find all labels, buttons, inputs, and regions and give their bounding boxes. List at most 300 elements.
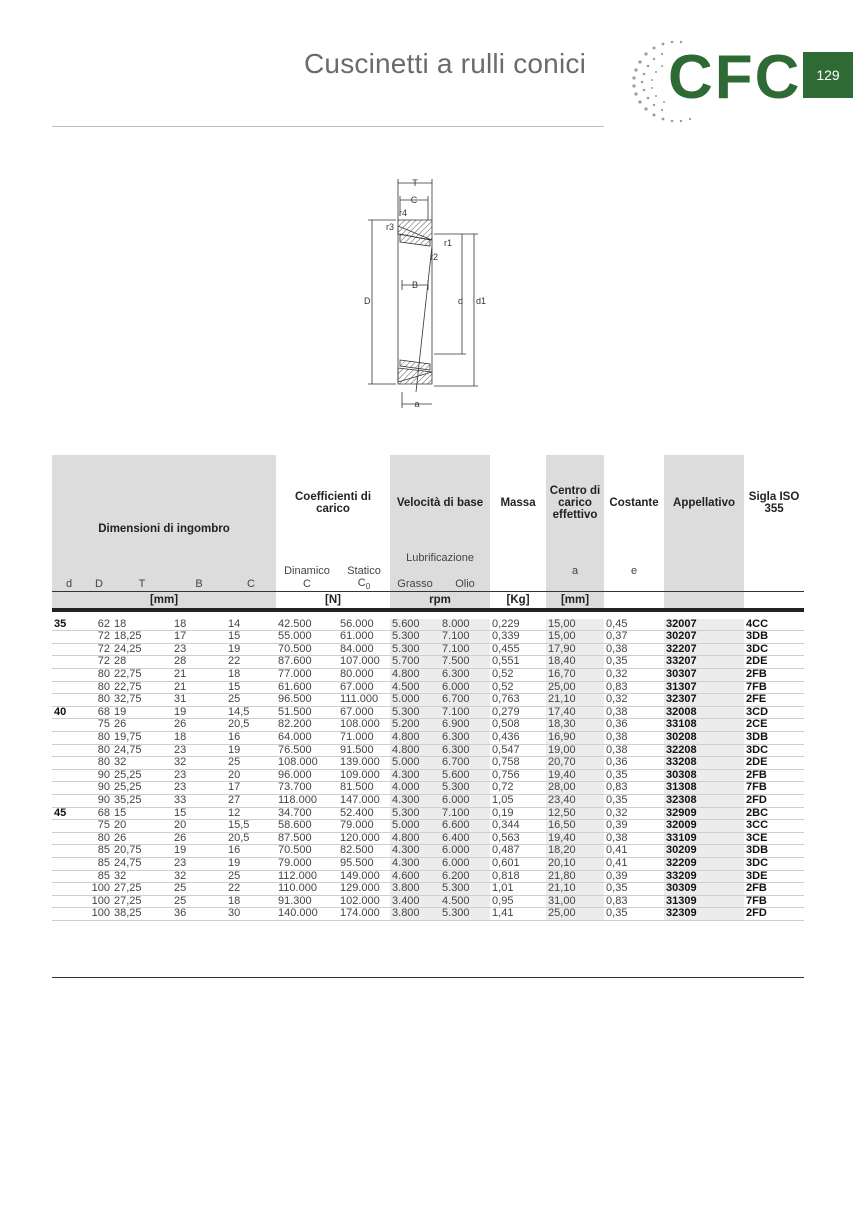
sub-dinamico: Dinamico	[276, 565, 338, 577]
table-cell: 118.000	[276, 795, 338, 808]
table-cell: 6.600	[440, 820, 490, 833]
table-cell: 26	[174, 832, 187, 844]
table-cell: 17,40	[546, 706, 604, 719]
table-cell: 1,05	[490, 795, 546, 808]
table-cell: 80.000	[338, 669, 390, 682]
table-cell: 17	[174, 630, 187, 643]
table-cell: 23	[174, 781, 187, 794]
table-cell: 22	[228, 882, 241, 895]
table-cell: 2FB	[746, 769, 767, 781]
dim-label-r1: r1	[444, 238, 453, 248]
table-cell: 27,25	[114, 895, 142, 907]
table-cell: 7.100	[440, 706, 490, 719]
table-cell: 0,32	[604, 669, 664, 682]
table-cell: 76.500	[276, 744, 338, 757]
table-cell: 82.500	[338, 845, 390, 858]
table-cell: 0,41	[604, 845, 664, 858]
table-cell: 20	[174, 819, 187, 832]
table-cell: 90	[97, 781, 110, 794]
table-row	[52, 782, 804, 795]
table-cell: 61.000	[338, 631, 390, 644]
table-cell: 19,40	[546, 769, 604, 782]
table-cell: 0,547	[490, 744, 546, 757]
table-cell: 0,83	[604, 681, 664, 694]
table-cell: 5.600	[440, 769, 490, 782]
table-cell: 4.300	[390, 845, 440, 858]
table-cell	[52, 845, 86, 858]
table-cell: 16,90	[546, 732, 604, 745]
table-cell: 5.700	[390, 656, 440, 669]
table-cell: 32008	[664, 706, 744, 719]
table-cell: 17	[228, 781, 241, 794]
table-cell: 19	[228, 643, 241, 655]
cfc-logo	[618, 32, 804, 132]
table-cell: 0,35	[604, 795, 664, 808]
table-cell: 2BC	[746, 807, 769, 819]
page-title: Cuscinetti a rulli conici	[304, 48, 586, 79]
table-cell: 18,40	[546, 656, 604, 669]
table-cell: 19	[174, 706, 187, 718]
table-cell: 32209	[664, 857, 744, 870]
table-cell: 85	[97, 857, 110, 869]
table-cell: 4.800	[390, 669, 440, 682]
table-cell: 25,25	[114, 769, 142, 781]
table-cell: 3CE	[746, 832, 768, 844]
table-cell: 3CD	[746, 706, 769, 718]
table-cell: 18	[174, 618, 187, 630]
table-cell: 32	[114, 756, 127, 769]
table-cell: 51.500	[276, 706, 338, 719]
table-cell: 2DE	[746, 655, 768, 668]
table-cell: 112.000	[276, 870, 338, 883]
table-cell: 14,5	[228, 706, 250, 718]
table-cell: 0,38	[604, 643, 664, 656]
table-cell: 0,601	[490, 857, 546, 870]
table-cell: 102.000	[338, 895, 390, 908]
table-cell: 0,95	[490, 895, 546, 908]
dim-label-r3: r3	[386, 222, 395, 232]
table-cell: 75	[97, 819, 110, 832]
table-cell: 72	[97, 643, 110, 655]
table-cell: 64.000	[276, 732, 338, 745]
table-cell: 61.600	[276, 681, 338, 694]
table-cell: 0,758	[490, 757, 546, 770]
table-row	[52, 656, 804, 669]
table-cell: 91.300	[276, 895, 338, 908]
table-cell: 6.000	[440, 845, 490, 858]
table-cell: 87.500	[276, 832, 338, 845]
table-cell: 25,00	[546, 908, 604, 921]
table-cell: 35,25	[114, 794, 142, 806]
table-cell: 27,25	[114, 882, 142, 895]
table-cell: 0,38	[604, 706, 664, 719]
table-cell: 7.500	[440, 656, 490, 669]
table-cell: 6.000	[440, 857, 490, 870]
table-cell: 21	[174, 681, 187, 693]
col-B: B	[172, 577, 226, 592]
table-cell: 4.800	[390, 732, 440, 745]
table-cell: 80	[97, 731, 110, 744]
table-cell: 23	[174, 643, 187, 655]
table-cell: 18,20	[546, 845, 604, 858]
table-cell: 5.600	[390, 619, 440, 631]
header-coefficients: Coefficienti di carico	[276, 455, 390, 551]
table-cell	[52, 643, 86, 656]
dim-label-B: B	[411, 280, 419, 290]
table-cell: 68	[97, 807, 110, 819]
table-cell: 2FD	[746, 907, 767, 920]
table-cell: 0,19	[490, 807, 546, 820]
table-cell: 45	[54, 807, 67, 819]
table-cell	[52, 769, 86, 782]
table-cell: 18	[228, 668, 241, 681]
table-cell: 4CC	[746, 618, 769, 630]
dim-label-r2: r2	[430, 252, 439, 262]
table-cell: 0,38	[604, 744, 664, 757]
table-cell	[52, 631, 86, 644]
table-cell: 19,75	[114, 731, 142, 744]
table-cell: 7.100	[440, 643, 490, 656]
table-cell: 32909	[664, 807, 744, 820]
table-cell: 79.000	[276, 857, 338, 870]
sub-olio: Olio	[440, 577, 490, 592]
table-cell: 0,35	[604, 769, 664, 782]
table-cell: 15,00	[546, 619, 604, 631]
table-cell: 7FB	[746, 781, 767, 794]
table-cell: 100	[91, 907, 110, 920]
table-cell: 109.000	[338, 769, 390, 782]
table-cell: 30	[228, 907, 241, 920]
table-cell: 4.300	[390, 769, 440, 782]
table-cell: 33	[174, 794, 187, 806]
table-cell: 0,38	[604, 732, 664, 745]
table-cell: 36	[174, 907, 187, 920]
table-cell: 0,487	[490, 845, 546, 858]
header-centre: Centro di carico effettivo	[546, 455, 604, 551]
table-row	[52, 619, 804, 631]
table-cell: 90	[97, 794, 110, 806]
header-speed: Velocità di base	[390, 455, 490, 551]
table-cell: 3.800	[390, 883, 440, 896]
table-cell: 5.000	[390, 820, 440, 833]
table-cell: 85	[97, 844, 110, 857]
table-cell: 3DC	[746, 643, 769, 655]
table-cell: 23	[174, 769, 187, 781]
table-cell: 0,563	[490, 832, 546, 845]
table-cell: 20,75	[114, 844, 142, 857]
table-cell: 81.500	[338, 782, 390, 795]
table-cell: 19	[114, 706, 127, 718]
table-cell: 3CC	[746, 819, 769, 832]
table-cell: 32,75	[114, 693, 142, 706]
table-cell: 0,279	[490, 706, 546, 719]
table-cell: 108.000	[276, 757, 338, 770]
table-cell	[52, 870, 86, 883]
table-cell: 2FB	[746, 668, 767, 681]
table-cell: 2DE	[746, 756, 768, 769]
table-cell: 30209	[664, 845, 744, 858]
table-cell: 12	[228, 807, 241, 819]
table-cell: 31308	[664, 782, 744, 795]
table-cell: 5.300	[390, 643, 440, 656]
table-cell: 6.300	[440, 732, 490, 745]
table-cell: 5.300	[390, 631, 440, 644]
table-cell: 1,41	[490, 908, 546, 921]
unit-mm-centre: [mm]	[546, 592, 604, 608]
table-cell: 35	[54, 618, 67, 630]
table-cell: 149.000	[338, 870, 390, 883]
table-cell: 7.100	[440, 807, 490, 820]
unit-rpm: rpm	[390, 592, 490, 608]
table-cell: 5.300	[390, 706, 440, 719]
table-cell: 6.700	[440, 694, 490, 707]
table-cell: 22,75	[114, 681, 142, 693]
table-row	[52, 681, 804, 694]
table-cell: 84.000	[338, 643, 390, 656]
table-cell	[52, 857, 86, 870]
table-cell: 31,00	[546, 895, 604, 908]
table-cell: 6.300	[440, 744, 490, 757]
table-cell: 32007	[664, 619, 744, 631]
table-cell: 14	[228, 618, 241, 630]
table-row	[52, 757, 804, 770]
table-body	[52, 619, 804, 921]
table-cell: 95.500	[338, 857, 390, 870]
table-cell: 0,551	[490, 656, 546, 669]
table-cell: 12,50	[546, 807, 604, 820]
table-row	[52, 769, 804, 782]
table-cell	[52, 681, 86, 694]
table-cell: 4.600	[390, 870, 440, 883]
table-cell: 19,40	[546, 832, 604, 845]
unit-n: [N]	[276, 592, 390, 608]
table-row	[52, 631, 804, 644]
table-cell: 85	[97, 870, 110, 882]
table-cell	[52, 908, 86, 921]
table-cell: 15,00	[546, 631, 604, 644]
table-cell	[52, 744, 86, 757]
table-cell: 0,38	[604, 832, 664, 845]
table-cell: 87.600	[276, 656, 338, 669]
header-appellativo: Appellativo	[664, 455, 744, 551]
table-cell: 147.000	[338, 795, 390, 808]
table-cell: 30207	[664, 631, 744, 644]
table-cell: 24,75	[114, 744, 142, 756]
col-d: d	[52, 577, 86, 592]
table-cell: 0,37	[604, 631, 664, 644]
table-cell	[52, 895, 86, 908]
table-cell: 30309	[664, 883, 744, 896]
table-cell: 107.000	[338, 656, 390, 669]
table-cell: 68	[97, 706, 110, 718]
table-cell: 19,00	[546, 744, 604, 757]
table-cell: 0,763	[490, 694, 546, 707]
table-bottom-rule	[52, 977, 804, 978]
table-cell: 16,70	[546, 669, 604, 682]
table-cell: 20,5	[228, 832, 250, 844]
table-cell: 25	[228, 870, 241, 882]
col-e: e	[604, 565, 664, 577]
table-cell: 20,70	[546, 757, 604, 770]
table-cell: 0,32	[604, 694, 664, 707]
table-cell: 28	[174, 655, 187, 668]
table-cell: 82.200	[276, 719, 338, 732]
table-cell: 32308	[664, 795, 744, 808]
table-cell: 100	[91, 882, 110, 895]
header-constant: Costante	[604, 455, 664, 551]
sub-statico: Statico	[338, 565, 390, 577]
table-cell: 23	[174, 857, 187, 869]
bearing-table	[52, 455, 804, 921]
table-cell: 20	[228, 769, 241, 781]
table-cell: 15	[228, 681, 241, 693]
table-cell: 0,32	[604, 807, 664, 820]
table-cell: 72	[97, 655, 110, 668]
table-cell: 38,25	[114, 907, 142, 920]
table-row	[52, 883, 804, 896]
table-row	[52, 719, 804, 732]
table-cell: 16,50	[546, 820, 604, 833]
table-row	[52, 807, 804, 820]
table-cell: 0,39	[604, 870, 664, 883]
table-cell: 15	[228, 630, 241, 643]
table-cell: 18	[174, 731, 187, 744]
dim-label-T: T	[412, 178, 418, 188]
table-cell: 2FD	[746, 794, 767, 806]
logo-text: CFC	[668, 43, 802, 112]
table-cell: 26	[114, 718, 127, 731]
table-cell: 6.900	[440, 719, 490, 732]
table-cell: 24,25	[114, 643, 142, 655]
table-row	[52, 845, 804, 858]
table-cell: 4.300	[390, 857, 440, 870]
table-cell: 3DB	[746, 731, 769, 744]
table-cell: 33208	[664, 757, 744, 770]
table-cell: 56.000	[338, 619, 390, 631]
table-cell	[52, 782, 86, 795]
unit-kg: [Kg]	[490, 592, 546, 608]
table-cell: 0,818	[490, 870, 546, 883]
dim-label-d: d	[458, 296, 464, 306]
table-row	[52, 706, 804, 719]
table-cell: 3DE	[746, 870, 768, 882]
header-iso: Sigla ISO 355	[744, 455, 804, 551]
table-cell: 0,436	[490, 732, 546, 745]
table-cell: 4.800	[390, 832, 440, 845]
table-row	[52, 643, 804, 656]
table-cell: 4.300	[390, 795, 440, 808]
table-cell: 40	[54, 706, 67, 718]
title-underline	[52, 126, 604, 127]
table-cell: 80	[97, 668, 110, 681]
table-cell: 18	[114, 618, 127, 630]
table-cell: 25	[228, 693, 241, 706]
table-cell: 0,83	[604, 782, 664, 795]
table-cell	[52, 656, 86, 669]
table-cell	[52, 883, 86, 896]
table-cell: 0,339	[490, 631, 546, 644]
sub-lubrication: Lubrificazione	[390, 551, 490, 565]
table-cell: 25	[174, 882, 187, 895]
table-cell: 25	[228, 756, 241, 769]
table-cell	[52, 795, 86, 808]
table-cell: 6.200	[440, 870, 490, 883]
table-cell: 0,52	[490, 681, 546, 694]
table-row	[52, 820, 804, 833]
col-T: T	[112, 577, 172, 592]
table-cell: 5.300	[440, 883, 490, 896]
table-cell: 7FB	[746, 681, 767, 693]
table-cell: 58.600	[276, 820, 338, 833]
table-cell: 16	[228, 731, 241, 744]
table-cell: 77.000	[276, 669, 338, 682]
page-number: 129	[803, 52, 853, 98]
table-cell: 52.400	[338, 807, 390, 820]
table-cell: 22	[228, 655, 241, 668]
table-cell: 20	[114, 819, 127, 832]
table-cell: 0,45	[604, 619, 664, 631]
table-cell: 6.300	[440, 669, 490, 682]
table-cell: 32208	[664, 744, 744, 757]
table-cell: 174.000	[338, 908, 390, 921]
table-cell: 0,39	[604, 820, 664, 833]
bearing-diagram	[358, 176, 488, 412]
table-cell	[52, 719, 86, 732]
table-cell: 90	[97, 769, 110, 781]
table-cell: 3DC	[746, 857, 769, 869]
table-cell: 33108	[664, 719, 744, 732]
table-cell: 27	[228, 794, 241, 806]
table-cell: 4.800	[390, 744, 440, 757]
table-cell: 25,25	[114, 781, 142, 794]
table-cell: 21,80	[546, 870, 604, 883]
table-cell: 0,41	[604, 857, 664, 870]
table-cell: 19	[228, 857, 241, 869]
table-cell: 0,35	[604, 908, 664, 921]
table-cell	[52, 669, 86, 682]
table-cell: 111.000	[338, 694, 390, 707]
table-cell: 3DB	[746, 630, 769, 643]
table-cell: 25	[174, 895, 187, 907]
table-cell: 23,40	[546, 795, 604, 808]
col-C0: $C_0$	[338, 577, 390, 592]
col-C: C	[226, 577, 276, 592]
table-row	[52, 694, 804, 707]
table-cell	[52, 832, 86, 845]
table-cell: 3DB	[746, 844, 769, 857]
table-row	[52, 832, 804, 845]
table-cell: 2FE	[746, 693, 767, 706]
table-cell: 31	[174, 693, 187, 706]
table-cell: 75	[97, 718, 110, 731]
table-cell: 67.000	[338, 706, 390, 719]
dim-label-D: D	[364, 296, 371, 306]
table-cell: 7.100	[440, 631, 490, 644]
dim-label-d1: d1	[476, 296, 487, 306]
table-cell: 140.000	[276, 908, 338, 921]
table-cell: 4.500	[390, 681, 440, 694]
table-cell	[52, 757, 86, 770]
table-cell: 32307	[664, 694, 744, 707]
table-cell: 80	[97, 756, 110, 769]
table-cell: 42.500	[276, 619, 338, 631]
header-mass: Massa	[490, 455, 546, 551]
table-cell: 55.000	[276, 631, 338, 644]
header-dimensions: Dimensioni di ingombro	[52, 455, 276, 551]
sub-grasso: Grasso	[390, 577, 440, 592]
table-cell: 19	[174, 844, 187, 857]
table-cell: 6.000	[440, 681, 490, 694]
